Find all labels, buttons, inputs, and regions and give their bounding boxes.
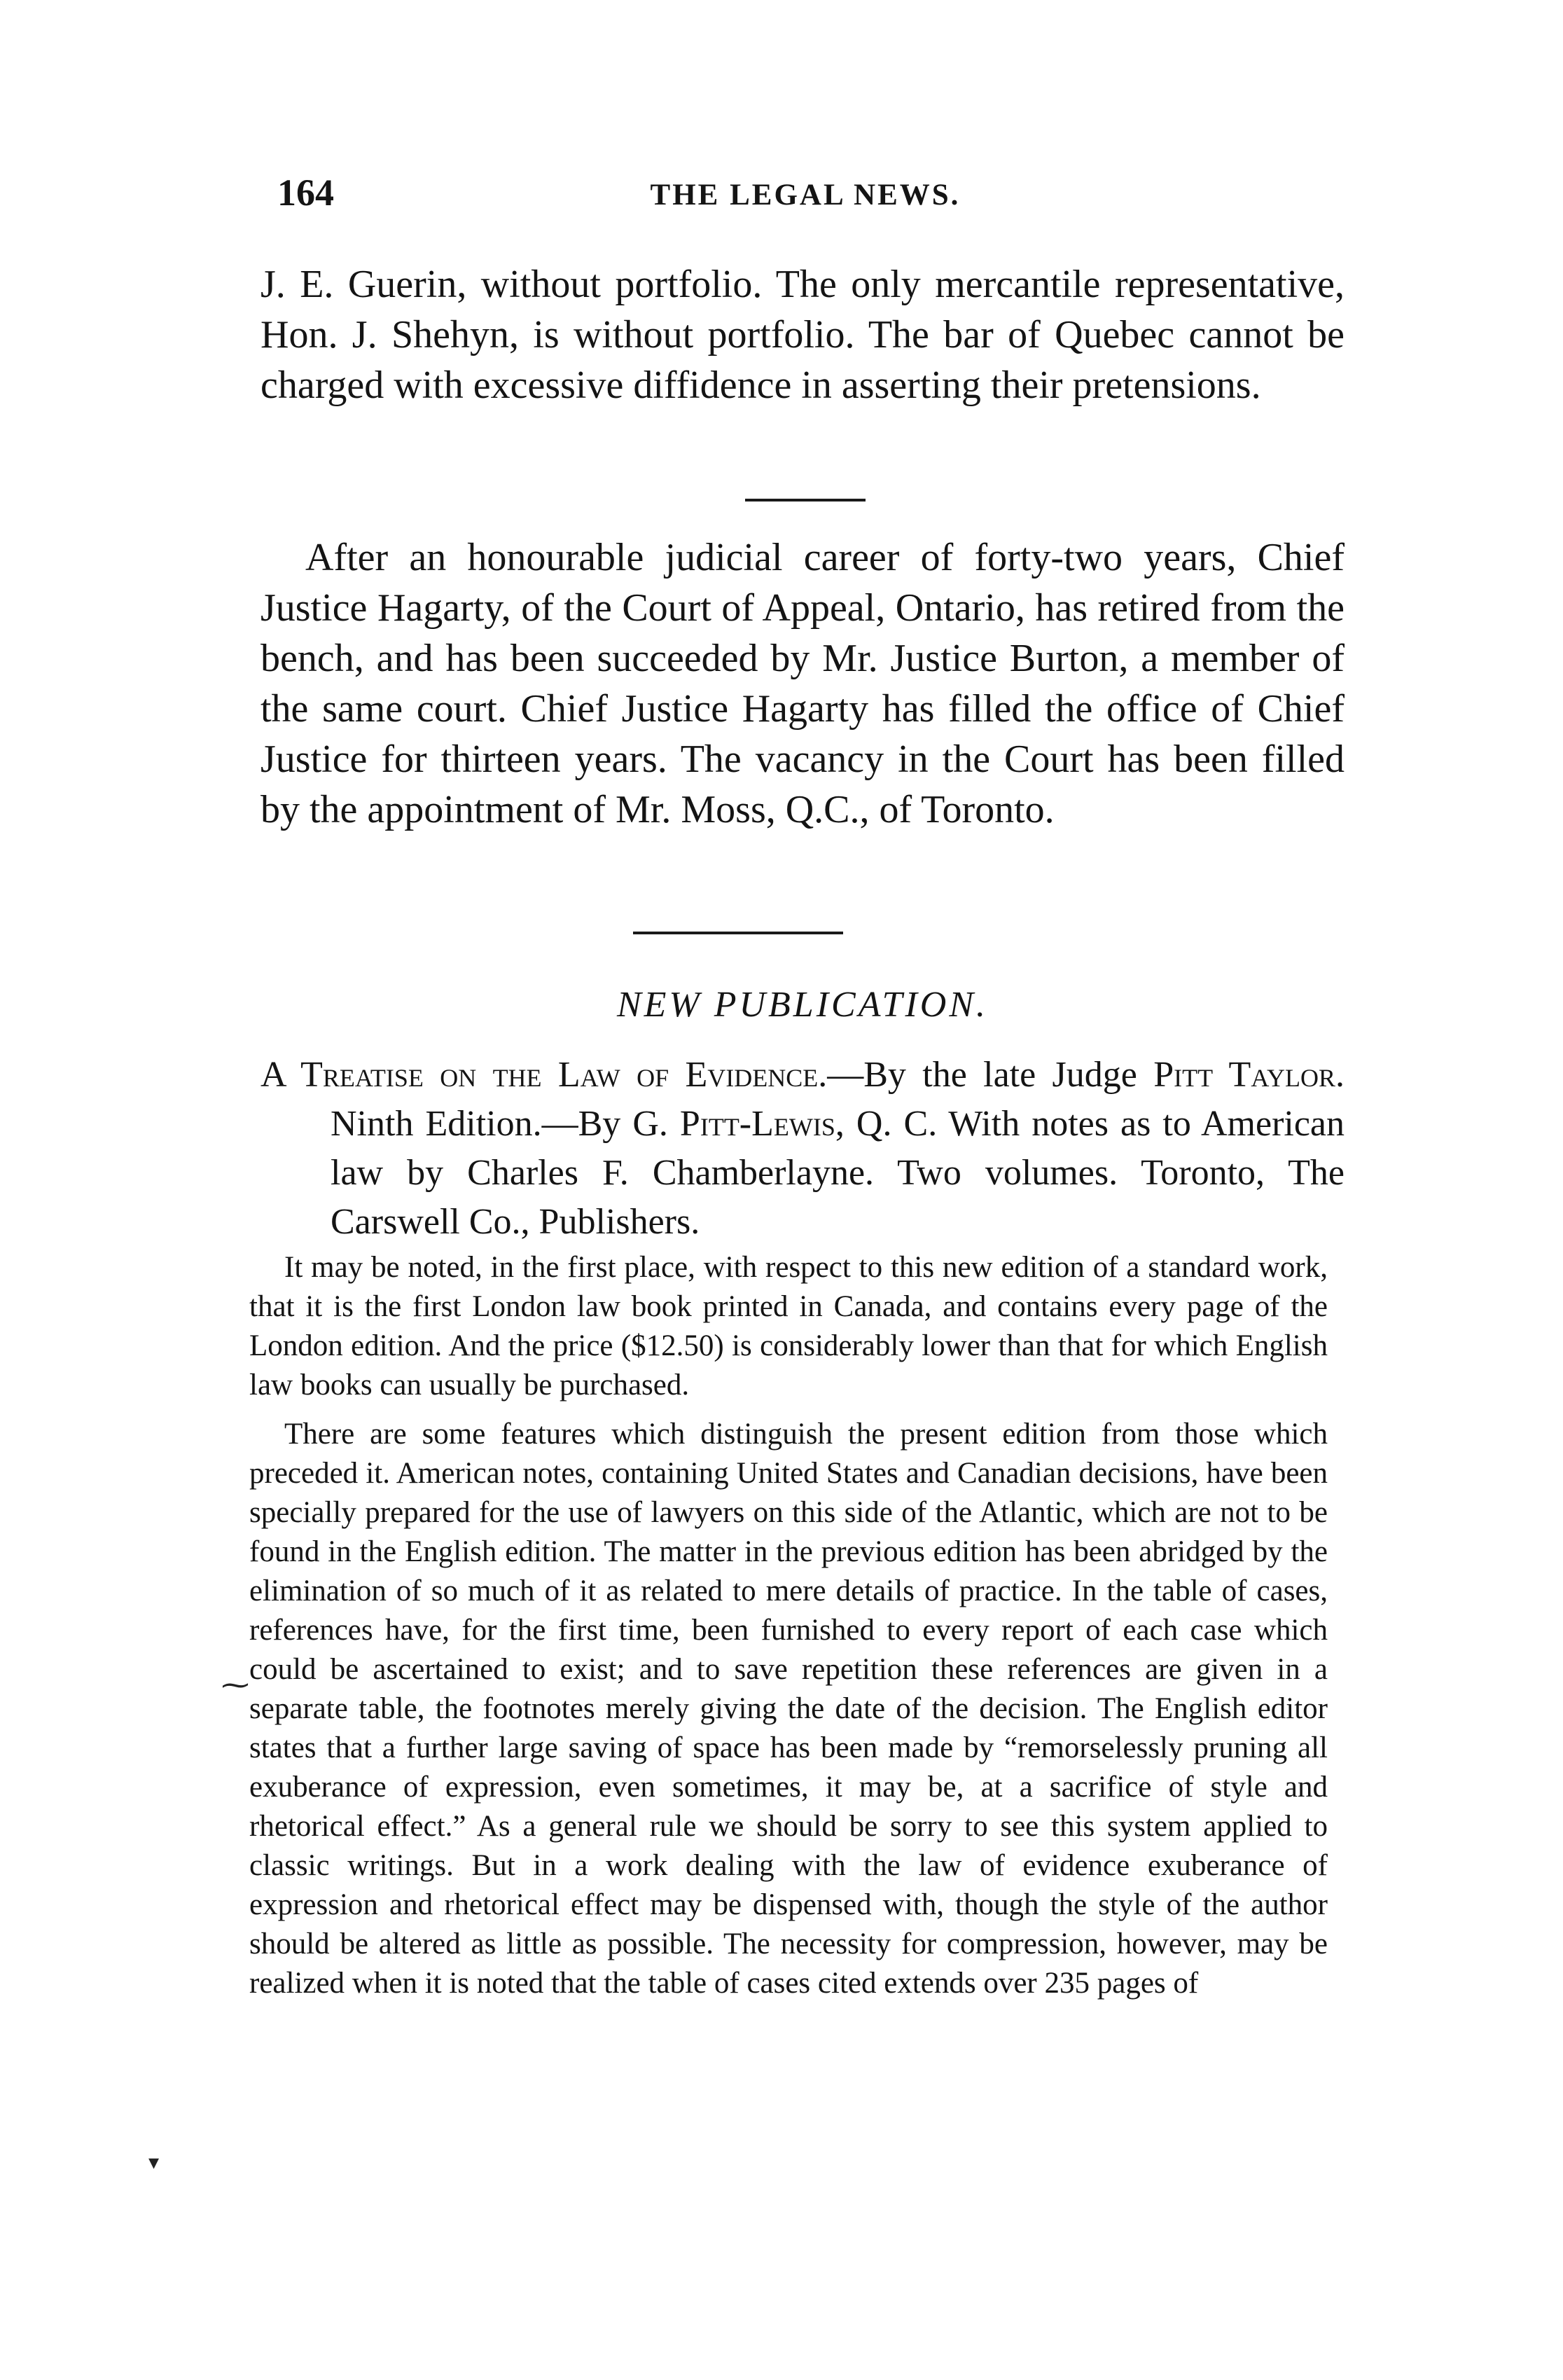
- book-details: Q. C. With notes as to American law by Charles F. Chamberlayne. Two volumes. Toronto, The Carswell Co., Publishers.: [331, 1104, 1345, 1242]
- margin-mark: ⁓: [221, 1669, 249, 1701]
- paragraph-text: J. E. Guerin, without portfolio. The only mercantile representative, Hon. J. Shehyn, is without portfolio. The bar of Quebec cannot be charged with excessive diffidence in asserting their pretensions.: [260, 263, 1345, 407]
- book-reference: [260, 1051, 1345, 1247]
- section-title: NEW PUBLICATION.: [616, 985, 989, 1025]
- book-author: Pitt Taylor.: [1153, 1055, 1345, 1095]
- margin-dot: ▾: [148, 2151, 160, 2174]
- book-author-prefix: —By the late Judge: [827, 1055, 1137, 1095]
- book-edition: Ninth Edition.—By G.: [331, 1104, 668, 1144]
- review-paragraph: It may be noted, in the first place, with respect to this new edition of a standard work, that it is the first London law book printed in Canada, and contains every page of the London edition. And the price ($12.50) is considerably lower than that for which English law books can usually be purchased.: [249, 1251, 1328, 1402]
- page-header: [266, 168, 1345, 224]
- paragraph-text: After an honourable judicial career of forty-two years, Chief Justice Hagarty, of the Court of Appeal, Ontario, has retired from the bench, and has been succeeded by Mr. Justice Burton, a member of the same court. Chief Justice Hagarty has filled the office of Chief Justice for thirteen years. The vacancy in the Court has been filled by the appointment of Mr. Moss, Q.C., of Toronto.: [260, 536, 1345, 831]
- section-divider: [633, 932, 843, 934]
- paragraph-continuation: [260, 259, 1345, 410]
- review-body: [249, 1248, 1328, 2013]
- book-title: A Treatise on the Law of Evidence.: [260, 1055, 828, 1095]
- page-number: 164: [277, 172, 334, 214]
- review-paragraph: There are some features which distinguish the present edition from those which preceded it. American notes, containing United States and Canadian decisions, have been specially prepared for the use of lawyers on this side of the Atlantic, which are not to be found in the English edition. The matter in the previous edition has been abridged by the elimination of so much of it as related to mere details of practice. In the table of cases, references have, for the first time, been furnished to every report of each case which could be ascertained to exist; and to save repetition these references are given in a separate table, the footnotes merely giving the date of the decision. The English editor states that a further large saving of space has been made by “remorselessly pruning all exuberance of expression, even sometimes, it may be, at a sacrifice of style and rhetorical effect.” As a general rule we should be sorry to see this system applied to classic writings. But in a work dealing with the law of evidence exuberance of expression and rhetorical effect may be dispensed with, though the style of the author should be altered as little as possible. The necessity for compression, however, may be realized when it is noted that the table of cases cited extends over 235 pages of: [249, 1418, 1328, 2000]
- book-editor: Pitt-Lewis,: [679, 1104, 845, 1144]
- paragraph-hagarty: [260, 532, 1345, 835]
- section-divider: [745, 499, 866, 501]
- running-head: THE LEGAL NEWS.: [650, 179, 961, 212]
